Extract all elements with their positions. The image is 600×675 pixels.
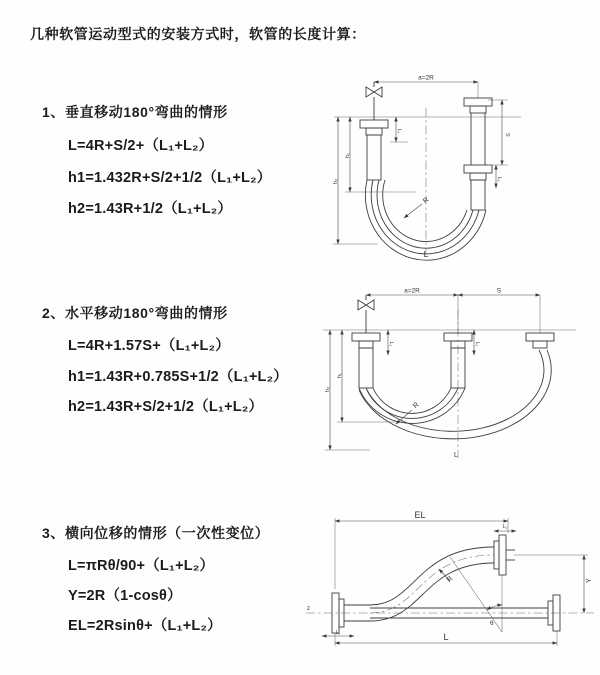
dim-label-y: Y — [586, 578, 593, 583]
dim-label-h2: h₂ — [333, 178, 339, 184]
dim-label-h1: h₁ — [345, 153, 351, 158]
section-3-formula-L: L=πRθ/90+（L₁+L₂） — [68, 558, 215, 574]
dim-label-l1: L₁ — [396, 129, 402, 134]
section-1-formula-h1: h1=1.432R+S/2+1/2（L₁+L₂） — [68, 170, 272, 186]
section-3-formula-EL: EL=2Rsinθ+（L₁+L₂） — [68, 618, 222, 634]
section-3-heading: 3、横向位移的情形（一次性变位） — [42, 525, 270, 541]
dim-label-s: S — [496, 287, 502, 295]
section-2-formula-h2: h2=1.43R+S/2+1/2（L₁+L₂） — [68, 399, 264, 415]
s-curve-hose — [370, 547, 494, 621]
right-pipe-assembly — [526, 295, 554, 348]
right-pipe-assembly — [464, 82, 492, 210]
section-1-formula-L: L=4R+S/2+（L₁+L₂） — [68, 138, 214, 154]
valve-icon — [366, 87, 382, 97]
dim-label-l1-left: L₁ — [335, 630, 341, 636]
dim-label-h2: h₂ — [325, 386, 331, 392]
valve-icon — [358, 300, 374, 310]
diagram-lateral-displacement — [298, 505, 600, 650]
dimensions — [325, 288, 540, 460]
section-1-formula-h2: h2=1.43R+1/2（L₁+L₂） — [68, 201, 233, 217]
dim-label-l: L — [423, 249, 429, 259]
dimensions — [333, 75, 510, 260]
left-pipe-assembly — [360, 82, 388, 180]
dim-label-l2: L₂ — [496, 177, 502, 182]
dimensions — [322, 510, 593, 646]
centerline-mark: z — [307, 606, 310, 612]
diagram-vertical-180-bend — [316, 70, 591, 260]
right-upper-flange — [494, 535, 515, 575]
dim-label-a2r: a=2R — [404, 287, 420, 295]
radius-label: R — [412, 401, 421, 411]
dim-label-a2r: a=2R — [418, 74, 434, 82]
left-pipe-assembly — [352, 295, 380, 388]
diagram-horizontal-180-bend — [308, 280, 598, 465]
dim-label-s: S — [504, 133, 510, 137]
braided-hose-section — [359, 348, 373, 388]
dim-label-l1-left: L₁ — [388, 342, 394, 347]
section-1-heading: 1、垂直移动180°弯曲的情形 — [42, 104, 228, 120]
dim-label-l: L — [443, 632, 449, 642]
braided-hose-section — [367, 135, 381, 180]
dim-label-l1-top: L₁ — [502, 524, 508, 530]
section-2-formula-L: L=4R+1.57S+（L₁+L₂） — [68, 338, 230, 354]
dim-label-l1-middle: L₁ — [474, 342, 480, 347]
section-3-formula-Y: Y=2R（1-cosθ） — [68, 588, 182, 604]
angle-label-theta: θ — [490, 620, 494, 627]
braided-hose-section — [471, 180, 485, 210]
section-2-heading: 2、水平移动180°弯曲的情形 — [42, 305, 228, 321]
dim-label-l: L — [454, 452, 458, 459]
radius-label: R — [445, 575, 455, 584]
dim-label-h1: h₁ — [337, 373, 343, 378]
page-title: 几种软管运动型式的安装方式时，软管的长度计算： — [30, 26, 366, 42]
radius-label: R — [422, 196, 431, 206]
dim-label-el: EL — [414, 510, 426, 520]
section-2-formula-h1: h1=1.43R+0.785S+1/2（L₁+L₂） — [68, 369, 288, 385]
